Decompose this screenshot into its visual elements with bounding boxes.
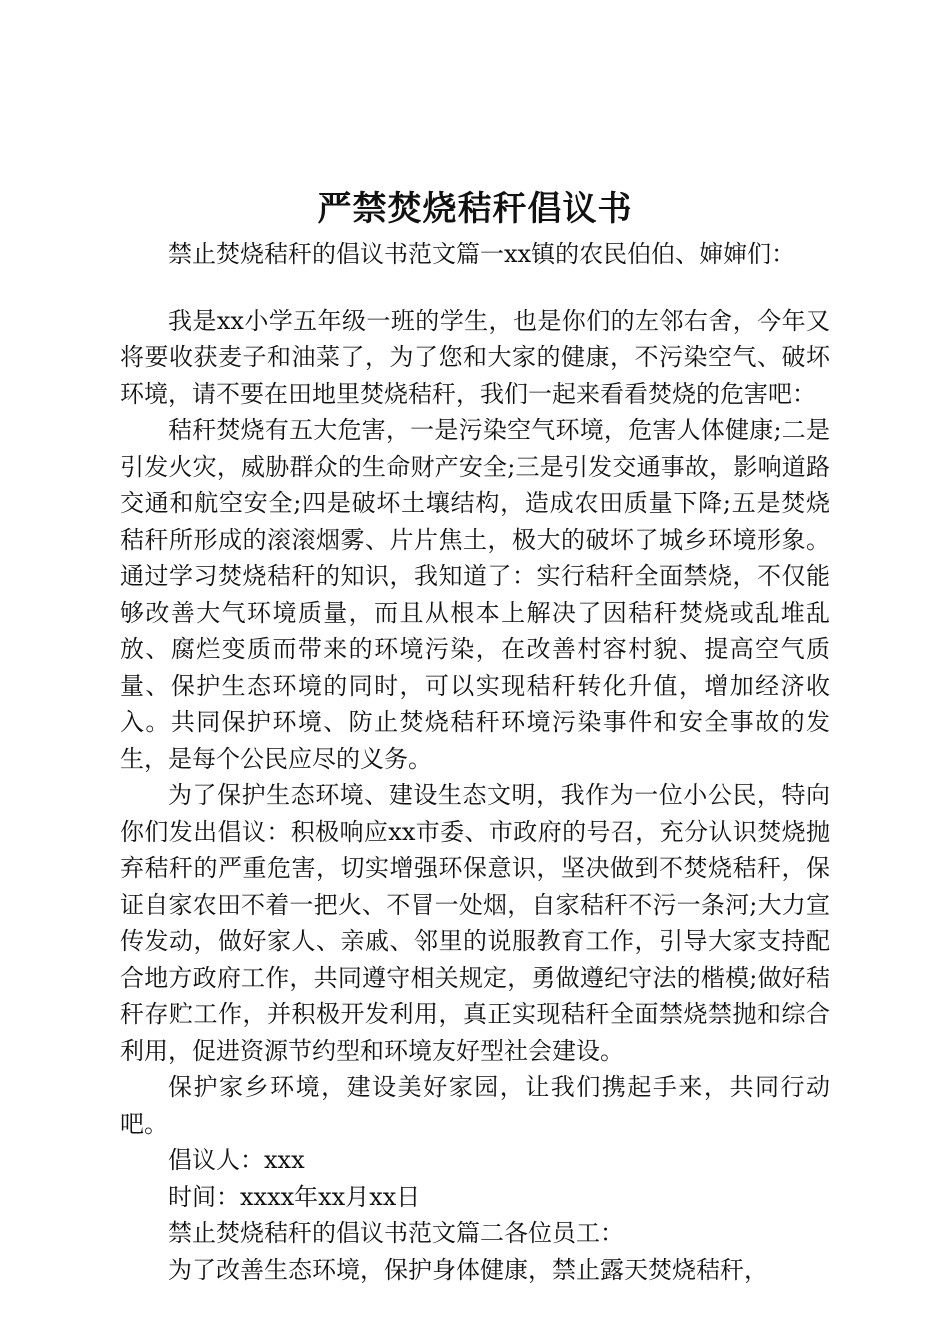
document-title: 严禁焚烧秸秆倡议书: [317, 189, 633, 229]
hazards-paragraph: 秸秆焚烧有五大危害，一是污染空气环境，危害人体健康;二是引发火灾，威胁群众的生命财产安全;三是引发交通事故，影响道路交通和航空安全;四是破坏土壤结构，造成农田质量下降;五是焚烧秸秆所形成的滚滚烟雾、片片焦土，极大的破坏了城乡环境形象。通过学习焚烧秸秆的知识，我知道了：实行秸秆全面禁烧，不仅能够改善大气环境质量，而且从根本上解决了因秸秆焚烧或乱堆乱放、腐烂变质而带来的环境污染，在改善村容村貌、提高空气质量、保护生态环境的同时，可以实现秸秆转化升值，增加经济收入。共同保护环境、防止焚烧秸秆环境污染事件和安全事故的发生，是每个公民应尽的义务。: [120, 416, 830, 773]
intro-paragraph: 我是xx小学五年级一班的学生，也是你们的左邻右舍，今年又将要收获麦子和油菜了，为了您和大家的健康，不污染空气、破坏环境，请不要在田地里焚烧秸秆，我们一起来看看焚烧的危害吧：: [120, 306, 830, 408]
signatory-line: 倡议人：xxx: [168, 1146, 305, 1174]
proposal-paragraph: 为了保护生态环境、建设生态文明，我作为一位小公民，特向你们发出倡议：积极响应xx市委、市政府的号召，充分认识焚烧抛弃秸秆的严重危害，切实增强环保意识，坚决做到不焚烧秸秆，保证自家农田不着一把火、不冒一处烟，自家秸秆不污一条河;大力宣传发动，做好家人、亲戚、邻里的说服教育工作，引导大家支持配合地方政府工作，共同遵守相关规定，勇做遵纪守法的楷模;做好秸秆存贮工作，并积极开发利用，真正实现秸秆全面禁烧禁抛和综合利用，促进资源节约型和环境友好型社会建设。: [120, 781, 830, 1065]
closing-paragraph: 保护家乡环境，建设美好家园，让我们携起手来，共同行动吧。: [120, 1073, 830, 1138]
section-one-salutation: 禁止焚烧秸秆的倡议书范文篇一xx镇的农民伯伯、婶婶们：: [168, 240, 796, 268]
date-line: 时间：xxxx年xx月xx日: [168, 1182, 421, 1211]
section-two-salutation: 禁止焚烧秸秆的倡议书范文篇二各位员工：: [168, 1219, 624, 1247]
document-body: [120, 236, 830, 1288]
section-two-first-paragraph: 为了改善生态环境，保护身体健康，禁止露天焚烧秸秆，: [168, 1255, 768, 1284]
